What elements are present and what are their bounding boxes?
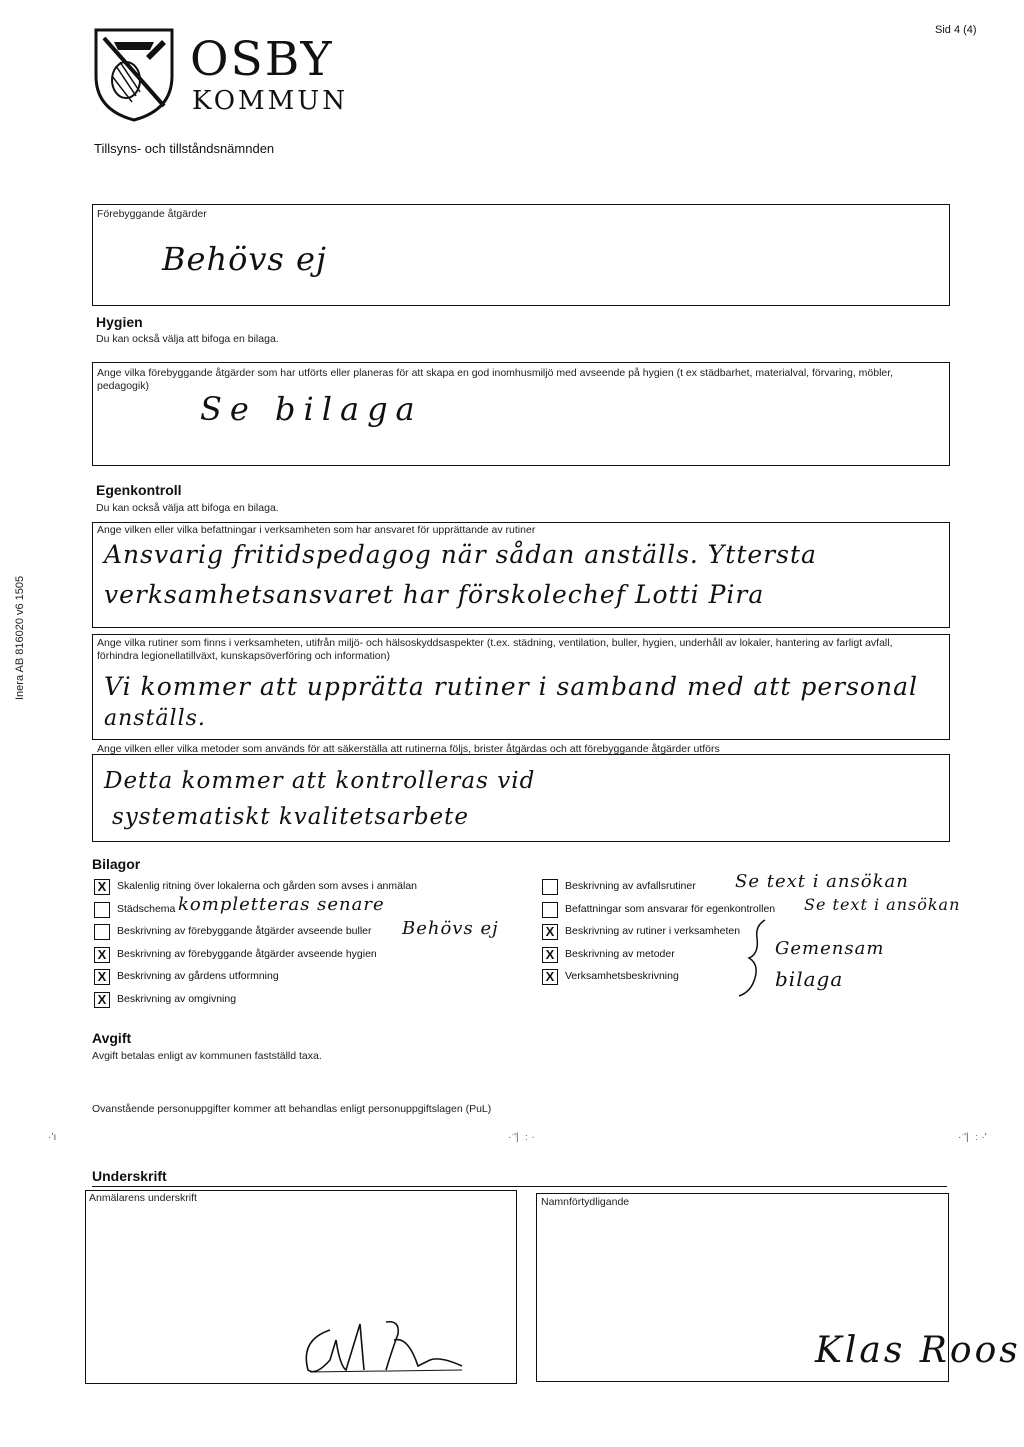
hygiene-question: Ange vilka förebyggande åtgärder som har utförts eller planeras för att skapa en god inomhusmiljö med avseende på hygien (t ex städbarhet, materialval, förvaring, möbler, pedagogik) [97, 367, 894, 392]
noise-note[interactable]: Behövs ej [402, 918, 499, 939]
hygiene-subtitle: Du kan också välja att bifoga en bilaga. [96, 333, 279, 345]
waste-note[interactable]: Se text i ansökan [735, 871, 909, 892]
signature-heading: Underskrift [92, 1168, 167, 1184]
logo-title: OSBY [190, 32, 334, 87]
methods-answer-line1[interactable]: Detta kommer att kontrolleras vid [104, 768, 536, 794]
activity-note[interactable]: bilaga [775, 967, 844, 991]
checkbox-cleaning-schedule[interactable] [94, 902, 110, 918]
checkbox-yard[interactable]: X [94, 969, 110, 985]
responsibility-answer-line1[interactable]: Ansvarig fritidspedagog när sådan anställs. Yttersta [104, 540, 817, 569]
fee-text: Avgift betalas enligt av kommunen fastställd taxa. [92, 1050, 322, 1062]
checkbox-positions[interactable] [542, 902, 558, 918]
fee-heading: Avgift [92, 1030, 132, 1046]
coat-of-arms-icon [92, 26, 176, 122]
attachments-heading: Bilagor [92, 856, 141, 872]
form-code: Inera AB 816020 v6 1505 [14, 575, 26, 700]
checkbox-label-noise: Beskrivning av förebyggande åtgärder avseende buller [117, 925, 372, 937]
positions-note[interactable]: Se text i ansökan [804, 895, 961, 914]
name-label: Namnförtydligande [541, 1196, 630, 1208]
checkbox-label-floor-plan: Skalenlig ritning över lokalerna och gården som avses i anmälan [117, 880, 417, 892]
scan-mark-mid: ·ˑ'| ﹕· [508, 1132, 535, 1143]
routines-answer-line1[interactable]: Vi kommer att upprätta rutiner i samband med att personal [104, 672, 918, 701]
logo-subtitle: KOMMUN [192, 86, 348, 116]
signature-divider [92, 1186, 947, 1187]
signature-label: Anmälarens underskrift [89, 1192, 197, 1204]
scan-mark-right: ·ˑ'| ﹕·' [958, 1132, 987, 1143]
checkbox-label-yard: Beskrivning av gårdens utformning [117, 970, 279, 982]
cleaning-schedule-note[interactable]: kompletteras senare [178, 894, 385, 915]
checkbox-waste[interactable] [542, 879, 558, 895]
responsibility-question: Ange vilken eller vilka befattningar i verksamheten som har ansvaret för upprättande av rutiner [97, 524, 536, 536]
hygiene-answer[interactable]: Se bilaga [200, 390, 423, 428]
scan-mark-left: ·’ı [48, 1132, 57, 1143]
checkbox-floor-plan[interactable]: X [94, 879, 110, 895]
checkbox-noise[interactable] [94, 924, 110, 940]
name-value[interactable]: Klas Roos [815, 1330, 1021, 1371]
hygiene-heading: Hygien [96, 314, 143, 330]
checkbox-activity[interactable]: X [542, 969, 558, 985]
page-number: Sid 4 (4) [935, 24, 977, 36]
routines-answer-line2[interactable]: anställs. [104, 706, 206, 731]
checkbox-label-positions: Befattningar som ansvarar för egenkontrollen [565, 903, 776, 915]
routines-question: Ange vilka rutiner som finns i verksamheten, utifrån miljö- och hälsoskyddsaspekter (t.ex. städning, ventilation, buller, hygien, underhåll av lokaler, hantering av farligt avfall, förhindra legionellatillväxt, kunskapsöverföring och information) [97, 637, 893, 662]
checkbox-hygiene[interactable]: X [94, 947, 110, 963]
methods-answer-line2[interactable]: systematiskt kvalitetsarbete [112, 804, 470, 830]
osby-logo [92, 26, 176, 122]
preventive-label: Förebyggande åtgärder [97, 208, 207, 220]
checkbox-label-surroundings: Beskrivning av omgivning [117, 993, 237, 1005]
responsibility-answer-line2[interactable]: verksamhetsansvaret har förskolechef Lotti Pira [104, 580, 765, 609]
preventive-answer[interactable]: Behövs ej [162, 240, 327, 278]
checkbox-label-waste: Beskrivning av avfallsrutiner [565, 880, 696, 892]
department-name: Tillsyns- och tillståndsnämnden [94, 141, 275, 156]
gdpr-note: Ovanstående personuppgifter kommer att behandlas enligt personuppgiftslagen (PuL) [92, 1103, 492, 1115]
self-control-subtitle: Du kan också välja att bifoga en bilaga. [96, 502, 279, 514]
checkbox-label-activity: Verksamhetsbeskrivning [565, 970, 679, 982]
checkbox-label-routines: Beskrivning av rutiner i verksamheten [565, 925, 741, 937]
self-control-heading: Egenkontroll [96, 482, 182, 498]
checkbox-routines[interactable]: X [542, 924, 558, 940]
handwritten-signature[interactable] [290, 1300, 470, 1380]
checkbox-surroundings[interactable]: X [94, 992, 110, 1008]
checkbox-methods[interactable]: X [542, 947, 558, 963]
checkbox-label-hygiene: Beskrivning av förebyggande åtgärder avseende hygien [117, 948, 377, 960]
responsibility-box [92, 522, 950, 628]
checkbox-label-methods: Beskrivning av metoder [565, 948, 675, 960]
brace-mark [735, 918, 775, 998]
checkbox-label-cleaning-schedule: Städschema [117, 903, 176, 915]
methods-note[interactable]: Gemensam [775, 938, 885, 959]
methods-question: Ange vilken eller vilka metoder som används för att säkerställa att rutinerna följs, brister åtgärdas och att förebyggande åtgärder utförs [97, 743, 720, 755]
